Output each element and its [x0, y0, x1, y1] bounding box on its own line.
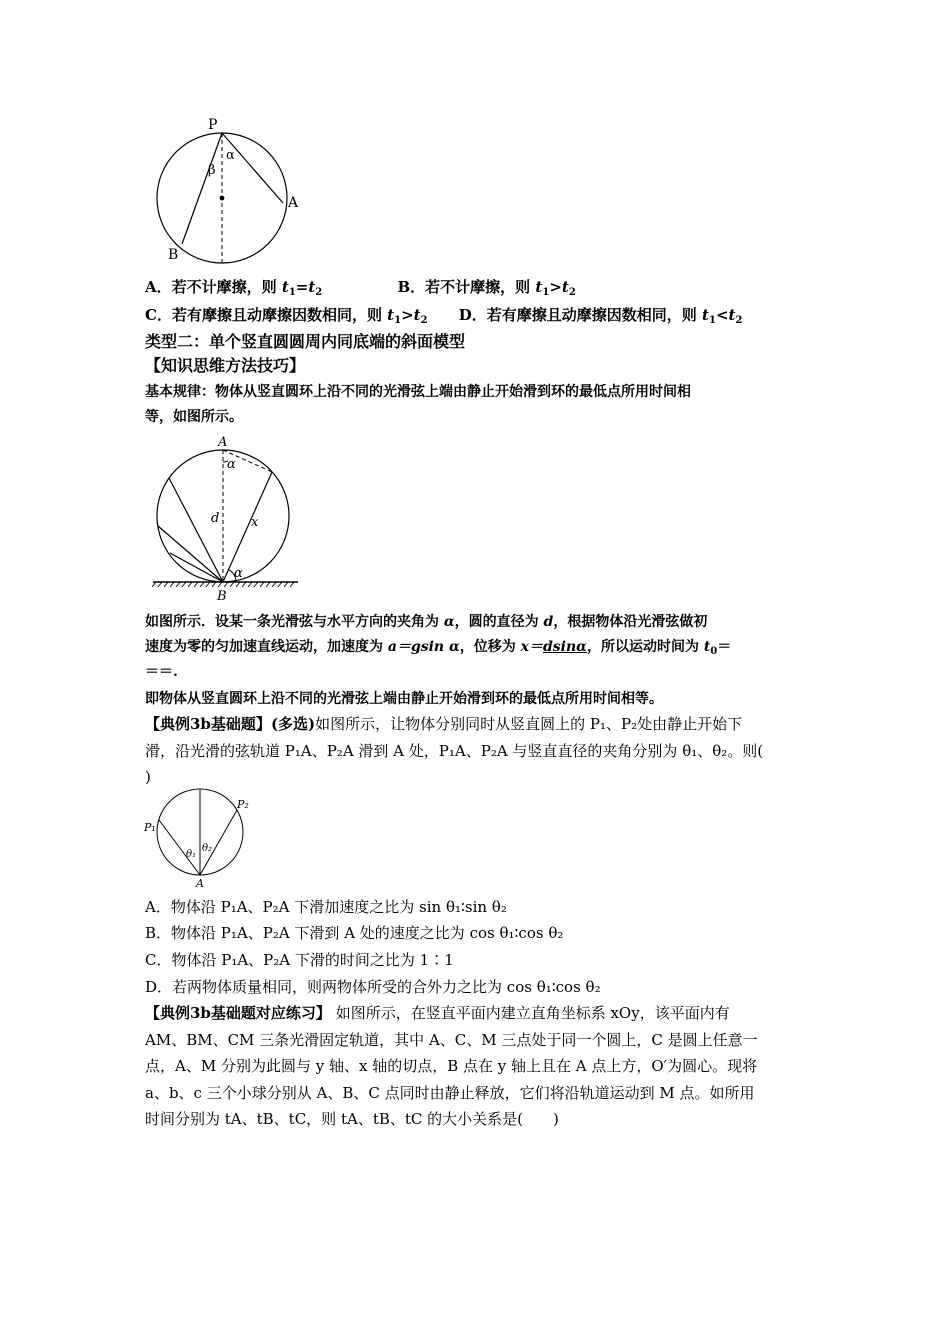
derivation-line-3: ＝＝.	[145, 664, 178, 680]
figure-circle-chords-pa-pb	[150, 112, 310, 267]
label-p2: P₂	[237, 798, 249, 811]
example3b-line-3: )	[145, 768, 151, 786]
label-beta: β	[208, 163, 216, 178]
example3b-line-2: 滑，沿光滑的弦轨道 P₁A、P₂A 滑到 A 处，P₁A、P₂A 与竖直直径的夹角分别为 θ₁、θ₂。则(	[145, 742, 764, 760]
rule-line-1: 基本规律：物体从竖直圆环上沿不同的光滑弦上端由静止开始滑到环的最低点所用时间相	[145, 384, 691, 400]
practice-line-5: 时间分别为 tA、tB、tC，则 tA、tB、tC 的大小关系是( )	[145, 1110, 559, 1128]
label-p: P	[208, 117, 218, 133]
chord-p1a	[159, 820, 200, 875]
label-a: A	[288, 195, 299, 211]
label-a: A	[218, 435, 228, 450]
chord-pb	[182, 133, 222, 244]
figure-circle-on-ground	[148, 432, 308, 604]
derivation-conclusion: 即物体从竖直圆环上沿不同的光滑弦上端由静止开始滑到环的最低点所用时间相等。	[145, 691, 663, 707]
center-dot	[220, 196, 225, 201]
example3b-line-1: 【典例3b基础题】(多选)如图所示，让物体分别同时从竖直圆上的 P₁、P₂处由静止开始下	[145, 715, 743, 733]
label-b: B	[168, 247, 179, 263]
label-alpha: α	[226, 148, 235, 163]
label-alpha-bottom: α	[234, 566, 243, 581]
chord-left-upper	[169, 478, 223, 582]
chord-pa	[222, 133, 283, 203]
chord-right-upper	[223, 472, 272, 582]
derivation-line-2: 速度为零的匀加速直线运动，加速度为 a＝gsin α，位移为 x＝dsinα，所以运动时间为 $t_0=$	[145, 639, 732, 657]
practice-tag: 【典例3b基础题对应练习】	[145, 1004, 331, 1022]
label-a: A	[196, 877, 204, 890]
q1-option-a: A．若不计摩擦，则 $t_1=t_2$	[145, 278, 323, 298]
section-type-title: 类型二：单个竖直圆圆周内同底端的斜面模型	[145, 332, 466, 351]
q1-option-c: C．若有摩擦且动摩擦因数相同，则 $t_1>t_2$	[145, 306, 428, 326]
label-theta2: θ₂	[202, 843, 213, 854]
rule-line-2: 等，如图所示。	[145, 409, 243, 425]
q1-options-row-ab	[145, 277, 810, 303]
q2-option-a: A．物体沿 P₁A、P₂A 下滑加速度之比为 sin θ₁∶sin θ₂	[145, 898, 507, 916]
label-x: x	[251, 515, 259, 530]
label-b: B	[217, 589, 227, 604]
q1-option-d: D．若有摩擦且动摩擦因数相同，则 $t_1<t_2$	[458, 306, 743, 326]
example3b-multi: (多选)	[270, 715, 316, 733]
practice-line-2: AM、BM、CM 三条光滑固定轨道，其中 A、C、M 三点处于同一个圆上，C 是圆上任意一	[145, 1031, 758, 1049]
derivation-line-1: 如图所示．设某一条光滑弦与水平方向的夹角为 α，圆的直径为 d，根据物体沿光滑弦做初	[145, 614, 708, 630]
q1-options-row-cd	[145, 305, 810, 331]
label-p1: P₁	[144, 821, 156, 834]
label-d: d	[211, 511, 220, 526]
practice-line-1: 【典例3b基础题对应练习】 如图所示，在竖直平面内建立直角坐标系 xOy，该平面内有	[145, 1004, 730, 1022]
practice-line-3: 点，A、M 分别为此圆与 y 轴、x 轴的切点，B 点在 y 轴上且在 A 点上方，O′为圆心。现将	[145, 1057, 758, 1075]
section-method-title: 【知识思维方法技巧】	[145, 356, 306, 375]
q2-option-d: D．若两物体质量相同，则两物体所受的合外力之比为 cos θ₁∶cos θ₂	[145, 978, 601, 996]
example3b-tag: 【典例3b基础题】	[145, 715, 271, 733]
figure-circle-p1-p2	[142, 786, 262, 890]
practice-line-4: a、b、c 三个小球分别从 A、B、C 点同时由静止释放，它们将沿轨道运动到 M 点。如所用	[145, 1084, 755, 1102]
ground-hatching	[152, 582, 294, 587]
q1-option-b: B．若不计摩擦，则 $t_1>t_2$	[397, 278, 576, 298]
q2-option-c: C．物体沿 P₁A、P₂A 下滑的时间之比为 1∶1	[145, 951, 454, 969]
label-alpha-top: α	[227, 457, 236, 472]
label-theta1: θ₁	[186, 849, 197, 860]
q2-option-b: B．物体沿 P₁A、P₂A 下滑到 A 处的速度之比为 cos θ₁∶cos θ₂	[145, 924, 564, 942]
